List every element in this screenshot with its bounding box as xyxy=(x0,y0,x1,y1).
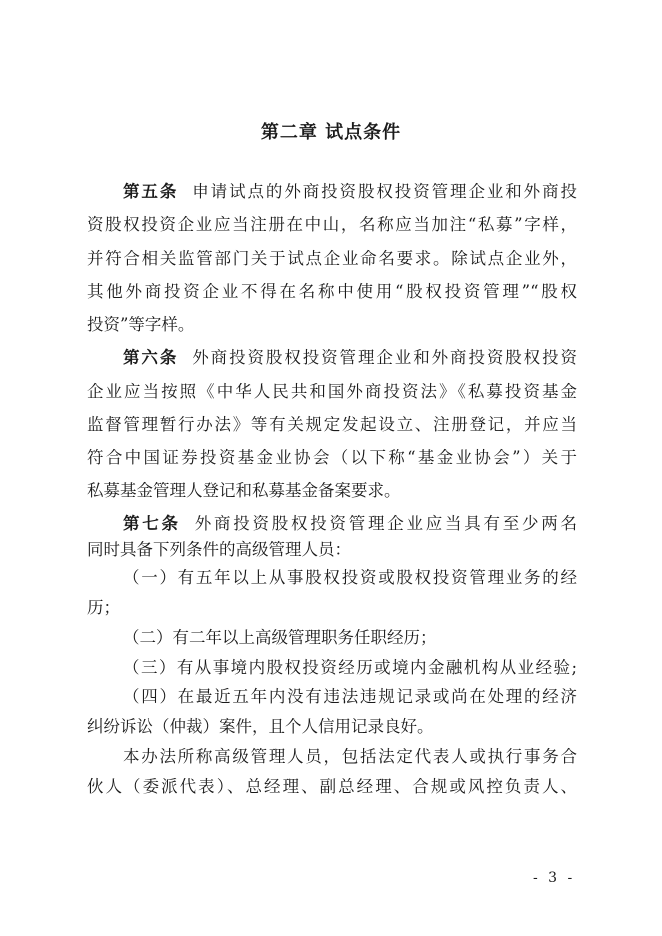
article-number: 第七条 xyxy=(123,514,181,533)
line-text: 监督管理暂行办法》等有关规定发起设立、注册登记，并应当 xyxy=(87,415,577,434)
line-text: 申请试点的外商投资股权投资管理企业和外商投 xyxy=(192,182,578,201)
text-line xyxy=(87,627,577,649)
text-line xyxy=(87,539,577,561)
text-line xyxy=(87,347,577,369)
line-text: 私募基金管理人登记和私募基金备案要求。 xyxy=(87,481,401,500)
line-text: 外商投资股权投资管理企业应当具有至少两名 xyxy=(194,514,577,533)
text-line xyxy=(87,716,577,738)
line-text: 并符合相关监管部门关于试点企业命名要求。除试点企业外， xyxy=(87,249,577,268)
line-text: 企业应当按照《中华人民共和国外商投资法》《私募投资基金 xyxy=(87,382,577,401)
page-number: - 3 - xyxy=(533,870,576,886)
line-text: 其他外商投资企业不得在名称中使用“股权投资管理”“股权 xyxy=(87,282,577,301)
text-line xyxy=(87,597,577,619)
text-line xyxy=(87,686,577,708)
text-line xyxy=(87,181,577,203)
text-line xyxy=(87,381,577,403)
text-line xyxy=(87,513,577,535)
line-text: 符合中国证券投资基金业协会（以下称“基金业协会”）关于 xyxy=(87,448,577,467)
text-line xyxy=(87,414,577,436)
line-text: （三）有从事境内股权投资经历或境内金融机构从业经验; xyxy=(123,658,577,677)
article-number: 第六条 xyxy=(123,348,179,367)
text-line xyxy=(87,746,577,768)
chapter-title: 第二章 试点条件 xyxy=(260,122,402,143)
text-line xyxy=(87,248,577,270)
line-text: （二）有二年以上高级管理职务任职经历； xyxy=(123,628,437,647)
line-text: （一）有五年以上从事股权投资或股权投资管理业务的经 xyxy=(123,568,577,587)
line-text: 纠纷诉讼（仲裁）案件，且个人信用记录良好。 xyxy=(87,717,434,736)
text-line xyxy=(87,281,577,303)
article-number: 第五条 xyxy=(123,182,179,201)
text-line xyxy=(87,480,577,502)
line-text: 本办法所称高级管理人员，包括法定代表人或执行事务合 xyxy=(123,747,577,766)
line-text: 同时具备下列条件的高级管理人员： xyxy=(87,540,351,559)
text-line xyxy=(87,314,577,336)
text-line xyxy=(87,214,577,236)
line-text: 投资”等字样。 xyxy=(87,315,195,334)
line-text: 外商投资股权投资管理企业和外商投资股权投资 xyxy=(192,348,578,367)
line-text: 资股权投资企业应当注册在中山，名称应当加注“私募”字样， xyxy=(87,215,577,234)
text-line xyxy=(87,567,577,589)
text-line xyxy=(87,776,577,798)
line-text: （四）在最近五年内没有违法违规记录或尚在处理的经济 xyxy=(123,687,577,706)
text-line xyxy=(87,657,577,679)
text-line xyxy=(87,447,577,469)
line-text: 伙人（委派代表）、总经理、副总经理、合规或风控负责人、 xyxy=(87,777,577,796)
line-text: 历； xyxy=(87,598,120,617)
